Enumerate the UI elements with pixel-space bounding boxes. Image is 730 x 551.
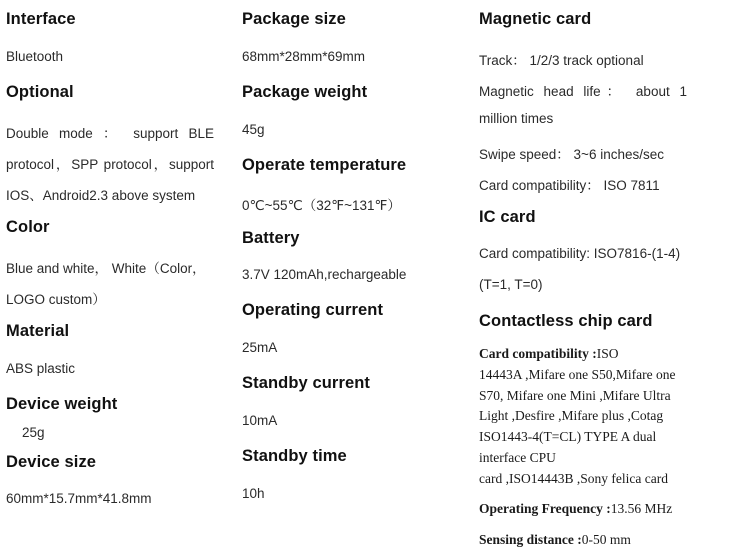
frequency-value: 13.56 MHz [610, 501, 673, 516]
magnetic-head-life-line-1: Magnetic head life： about 1 [479, 84, 687, 99]
package-size-heading: Package size [242, 10, 346, 28]
device-weight-value: 25g [22, 425, 45, 440]
package-size-value: 68mm*28mm*69mm [242, 49, 366, 64]
optional-line-1: Double mode ： support BLE [6, 126, 214, 141]
contactless-heading: Contactless chip card [479, 312, 653, 330]
device-size-heading: Device size [6, 453, 97, 471]
optional-line-3: IOS、Android2.3 above system [6, 188, 196, 203]
package-weight-value: 45g [242, 122, 265, 137]
interface-heading: Interface [6, 10, 76, 28]
magnetic-track: Track： 1/2/3 track optional [479, 53, 644, 68]
material-value: ABS plastic [6, 361, 76, 376]
battery-heading: Battery [242, 229, 300, 247]
interface-value: Bluetooth [6, 49, 64, 64]
standby-current-heading: Standby current [242, 374, 371, 392]
ic-card-heading: IC card [479, 208, 536, 226]
device-weight-heading: Device weight [6, 395, 118, 413]
standby-current-value: 10mA [242, 413, 278, 428]
color-line-1: Blue and white， White（Color， [6, 261, 206, 276]
battery-value: 3.7V 120mAh,rechargeable [242, 267, 407, 282]
distance-value: 0-50 mm [581, 532, 631, 547]
standby-time-heading: Standby time [242, 447, 347, 465]
magnetic-card-heading: Magnetic card [479, 10, 592, 28]
operate-temperature-value: 0℃~55℃（32℉~131℉） [242, 198, 401, 213]
optional-heading: Optional [6, 83, 74, 101]
frequency-label: Operating Frequency : [479, 501, 611, 516]
distance-label: Sensing distance : [479, 532, 582, 547]
package-weight-heading: Package weight [242, 83, 368, 101]
operate-temperature-heading: Operate temperature [242, 156, 407, 174]
operating-current-heading: Operating current [242, 301, 384, 319]
contactless-compat-line-5: ISO1443-4(T=CL) TYPE A dual [479, 429, 657, 445]
magnetic-swipe-speed: Swipe speed： 3~6 inches/sec [479, 147, 664, 162]
contactless-compat-line-4: Light ,Desfire ,Mifare plus ,Cotag [479, 408, 664, 424]
contactless-frequency [479, 501, 672, 517]
ic-card-line-2: (T=1, T=0) [479, 277, 543, 292]
magnetic-head-life-line-2: million times [479, 111, 554, 126]
contactless-compat-line-2: 14443A ,Mifare one S50,Mifare one [479, 366, 676, 382]
contactless-compatibility [479, 344, 714, 490]
contactless-compat-line-3: S70, Mifare one Mini ,Mifare Ultra [479, 387, 671, 403]
standby-time-value: 10h [242, 486, 265, 501]
magnetic-card-compatibility: Card compatibility： ISO 7811 [479, 178, 660, 193]
contactless-compat-line-1-text: ISO [596, 346, 619, 361]
operating-current-value: 25mA [242, 340, 278, 355]
optional-line-2: protocol，SPP protocol，support [6, 157, 214, 172]
color-heading: Color [6, 218, 50, 236]
device-size-value: 60mm*15.7mm*41.8mm [6, 491, 152, 506]
contactless-distance [479, 532, 631, 548]
material-heading: Material [6, 322, 70, 340]
ic-card-line-1: Card compatibility: ISO7816-(1-4) [479, 246, 681, 261]
contactless-compat-line-1 [479, 344, 714, 365]
contactless-compat-line-7: card ,ISO14443B ,Sony felica card [479, 470, 668, 486]
contactless-compat-line-6: interface CPU [479, 449, 556, 465]
color-line-2: LOGO custom） [6, 292, 106, 307]
contactless-compat-label: Card compatibility : [479, 346, 597, 361]
